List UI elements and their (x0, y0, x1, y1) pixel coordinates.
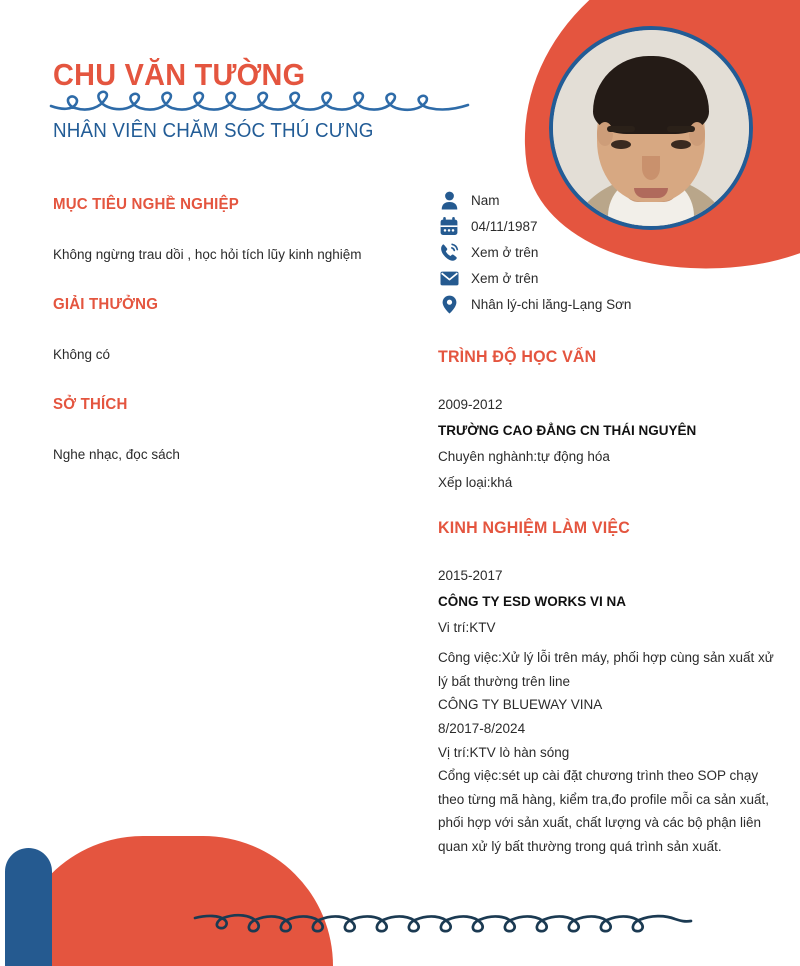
education-entry (438, 397, 778, 490)
contact-item-address (438, 291, 778, 317)
right-column (438, 185, 778, 859)
experience-position: Vị trí:KTV lò hàn sóng (438, 744, 570, 760)
contact-value: Nhân lý-chi lăng-Lạng Sơn (471, 296, 632, 312)
experience-duties: Cổng việc:sét up cài đặt chương trình theo SOP chạy theo từng mã hàng, kiểm tra,đo profile mỗi ca sản xuất, phối hợp với sản xuất, chất lượng và các bộ phận liên quan xử lý bất thường trong quá trình sản xuất. (438, 768, 769, 854)
contact-value: Xem ở trên (471, 244, 539, 260)
job-title: NHÂN VIÊN CHĂM SÓC THÚ CƯNG (53, 120, 374, 142)
contact-value: Nam (471, 192, 500, 208)
education-period: 2009-2012 (438, 397, 503, 412)
section-body: Không ngừng trau dồi , học hỏi tích lũy kinh nghiệm (53, 247, 362, 262)
experience-company: CÔNG TY BLUEWAY VINA (438, 697, 603, 713)
section-heading: KINH NGHIỆM LÀM VIỆC (438, 518, 630, 537)
contact-list (438, 187, 778, 317)
experience-position: Vi trí:KTV (438, 620, 496, 635)
section-heading: MỤC TIÊU NGHỀ NGHIỆP (53, 196, 239, 213)
section-heading: SỞ THÍCH (53, 396, 128, 413)
loop-squiggle-bottom-icon (193, 910, 698, 943)
left-column (53, 196, 413, 496)
page-title: CHU VĂN TƯỜNG (53, 57, 306, 92)
section-experience (438, 518, 778, 859)
experience-company: CÔNG TY ESD WORKS VI NA (438, 594, 627, 609)
location-icon (438, 293, 460, 315)
experience-period: 8/2017-8/2024 (438, 720, 526, 736)
section-awards (53, 296, 413, 362)
coral-bottom-blob (13, 836, 333, 966)
section-education (438, 347, 778, 490)
contact-item-email[interactable] (438, 265, 778, 291)
section-heading: GIẢI THƯỞNG (53, 296, 159, 313)
contact-item-birthdate (438, 213, 778, 239)
education-school: TRƯỜNG CAO ĐẲNG CN THÁI NGUYÊN (438, 423, 697, 438)
email-icon (438, 267, 460, 289)
contact-item-phone[interactable] (438, 239, 778, 265)
phone-icon (438, 241, 460, 263)
loop-squiggle-top-icon (48, 88, 474, 119)
calendar-icon (438, 215, 460, 237)
contact-item-gender (438, 187, 778, 213)
contact-value: Xem ở trên (471, 270, 539, 286)
experience-period: 2015-2017 (438, 568, 503, 583)
experience-duties: Công việc:Xử lý lỗi trên máy, phối hợp cùng sản xuất xử lý bất thường trên line (438, 650, 774, 689)
person-icon (438, 189, 460, 211)
section-heading: TRÌNH ĐỘ HỌC VẤN (438, 347, 597, 366)
section-career-objective (53, 196, 413, 262)
section-hobbies (53, 396, 413, 462)
section-body: Không có (53, 347, 111, 362)
experience-entry-2 (438, 693, 778, 858)
education-grade: Xếp loại:khá (438, 475, 513, 490)
contact-value: 04/11/1987 (471, 218, 538, 234)
experience-entry-1 (438, 568, 778, 693)
blue-bottom-bar (5, 848, 52, 966)
education-major: Chuyên nghành:tự động hóa (438, 449, 610, 464)
section-body: Nghe nhạc, đọc sách (53, 447, 180, 462)
